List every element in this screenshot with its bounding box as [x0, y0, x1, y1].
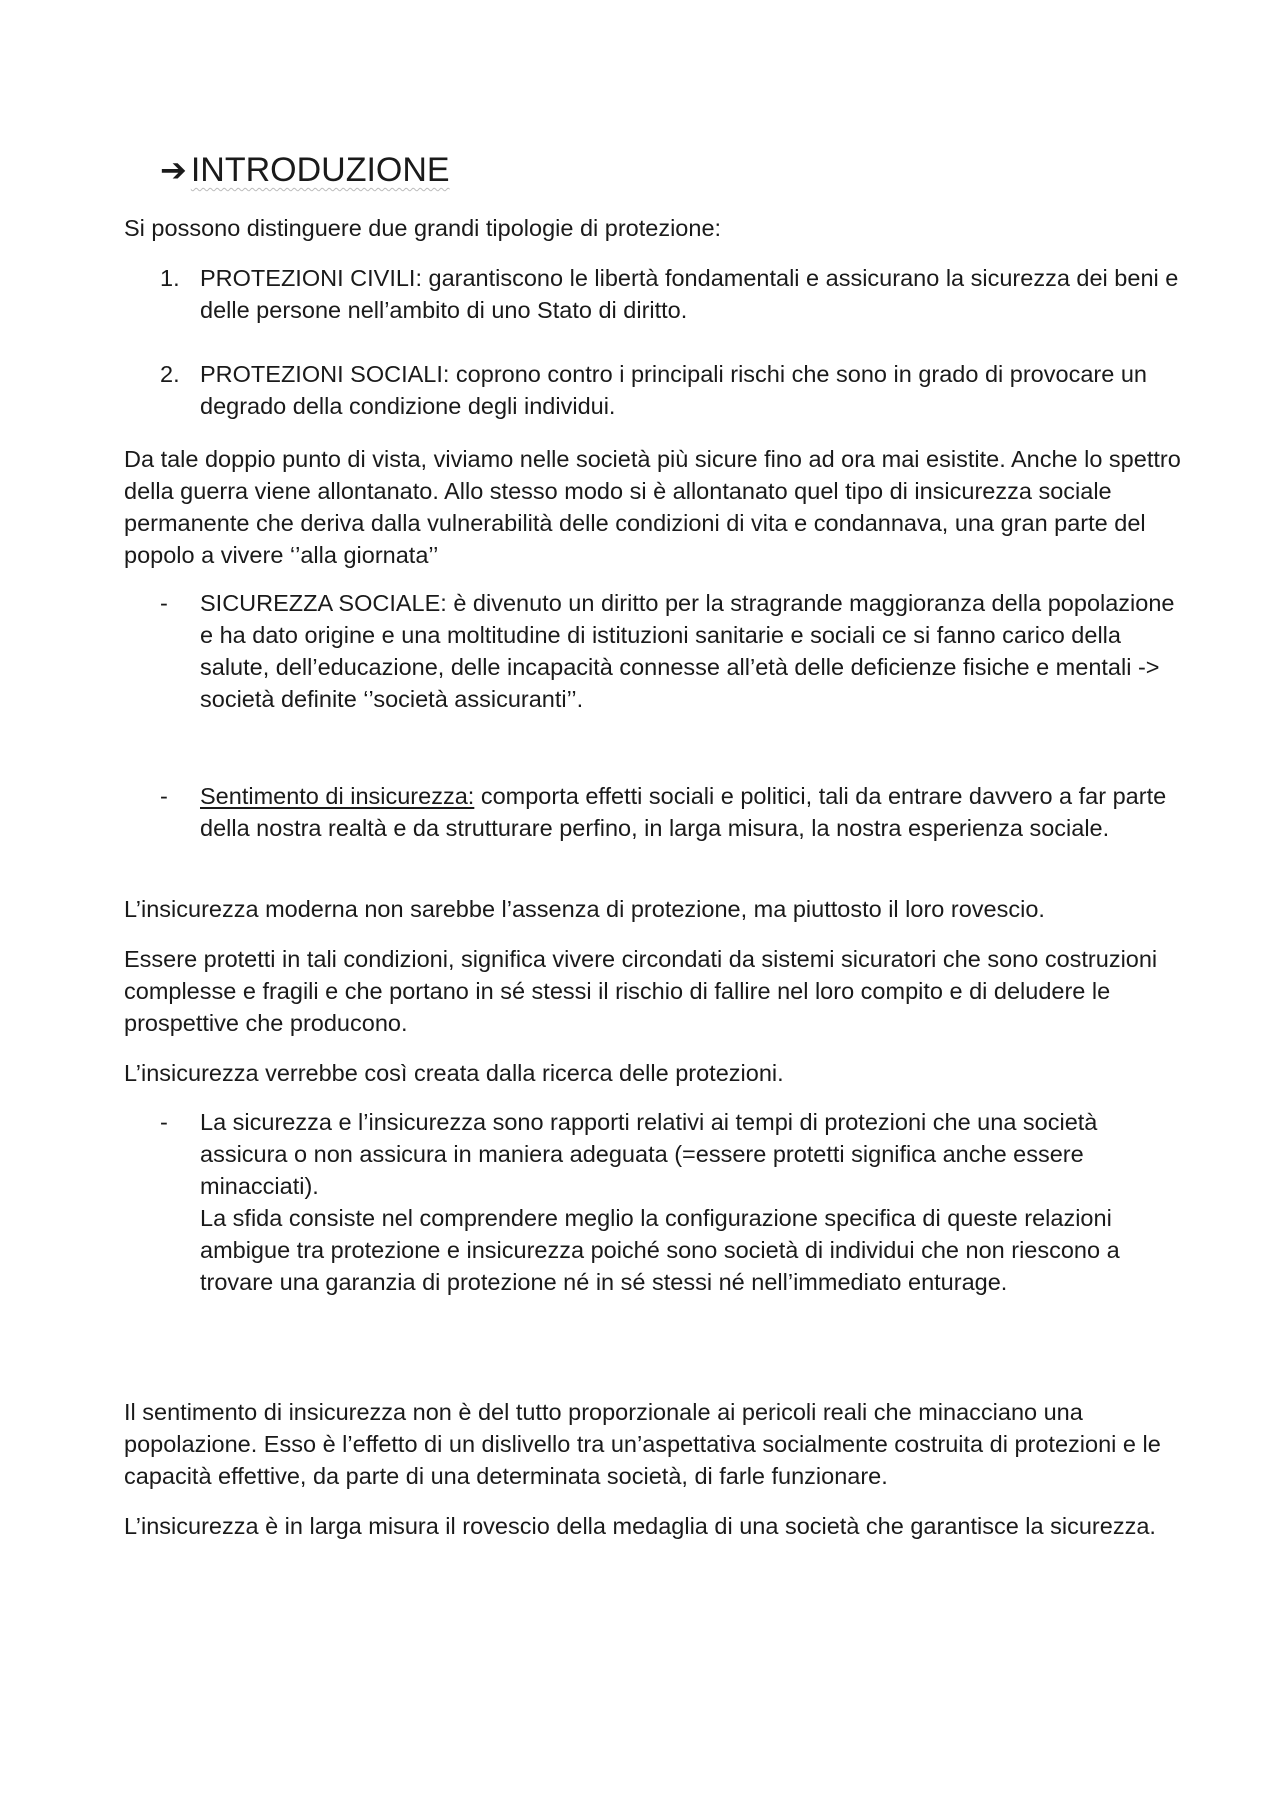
paragraph-rovescio-medaglia: L’insicurezza è in larga misura il rovescio della medaglia di una società che garantisce la sicurezza.: [124, 1513, 1156, 1539]
intro-paragraph: Si possono distinguere due grandi tipologie di protezione:: [124, 215, 722, 241]
arrow-right-icon: ➔: [160, 152, 187, 188]
numbered-item-civili: [160, 262, 1180, 326]
bullet-item-text-continued: La sfida consiste nel comprendere meglio la configurazione specifica di queste relazioni ambigue tra protezione e insicurezza poiché sono società di individui che non riescono a trovare una garanzia di protezione né in sé stessi né nell’immediato enturage.: [200, 1205, 1120, 1295]
bullet-item-text: comporta effetti sociali e politici, tali da entrare davvero a far parte della nostra realtà e da strutturare perfino, in larga misura, la nostra esperienza sociale.: [200, 783, 1167, 841]
bullet-item-text: SICUREZZA SOCIALE: è divenuto un diritto per la stragrande maggioranza della popolazione e ha dato origine e una moltitudine di istituzioni sanitarie e sociali ce si fanno carico della salute, dell’educazione, delle incapacità connesse all’età delle deficienze fisiche e mentali -> società definite ‘’società assicuranti’’.: [200, 590, 1175, 712]
paragraph-insicurezza-moderna: L’insicurezza moderna non sarebbe l’assenza di protezione, ma piuttosto il loro rovescio.: [124, 896, 1045, 922]
bullet-dash: -: [160, 590, 168, 616]
numbered-item-sociali: [160, 358, 1180, 422]
bullet-item-sicurezza-sociale: [160, 587, 1180, 715]
underlined-term: Sentimento di insicurezza:: [200, 783, 475, 809]
heading-title: INTRODUZIONE: [190, 151, 450, 189]
bullet-dash: -: [160, 1109, 168, 1135]
list-number: 1.: [160, 265, 180, 291]
bullet-item-sicurezza-insicurezza: [160, 1106, 1180, 1298]
paragraph-doppio-punto: Da tale doppio punto di vista, viviamo nelle società più sicure fino ad ora mai esistite. Anche lo spettro della guerra viene allontanato. Allo stesso modo si è allontanato quel tipo di insicurezza sociale permanente che deriva dalla vulnerabilità delle condizioni di vita e condannava, una gran parte del popolo a vivere ‘’alla giornata’’: [124, 446, 1181, 568]
numbered-item-text: PROTEZIONI CIVILI: garantiscono le libertà fondamentali e assicurano la sicurezza dei beni e delle persone nell’ambito di uno Stato di diritto.: [200, 265, 1179, 323]
numbered-item-text: PROTEZIONI SOCIALI: coprono contro i principali rischi che sono in grado di provocare un degrado della condizione degli individui.: [200, 361, 1147, 419]
list-number: 2.: [160, 361, 180, 387]
paragraph-essere-protetti: Essere protetti in tali condizioni, significa vivere circondati da sistemi sicuratori che sono costruzioni complesse e fragili e che portano in sé stessi il rischio di fallire nel loro compito e di deludere le prospettive che producono.: [124, 946, 1158, 1036]
bullet-item-text: La sicurezza e l’insicurezza sono rapporti relativi ai tempi di protezioni che una società assicura o non assicura in maniera adeguata (=essere protetti significa anche essere minacciati).: [200, 1109, 1098, 1199]
paragraph-insicurezza-creata: L’insicurezza verrebbe così creata dalla ricerca delle protezioni.: [124, 1060, 784, 1086]
bullet-dash: -: [160, 783, 168, 809]
bullet-item-sentimento: [160, 780, 1180, 844]
bullet-item-body: [200, 780, 1180, 844]
section-heading: [160, 150, 450, 190]
paragraph-sentimento-insicurezza: Il sentimento di insicurezza non è del tutto proporzionale ai pericoli reali che minacciano una popolazione. Esso è l’effetto di un dislivello tra un’aspettativa socialmente costruita di protezioni e le capacità effettive, da parte di una determinata società, di farle funzionare.: [124, 1399, 1161, 1489]
